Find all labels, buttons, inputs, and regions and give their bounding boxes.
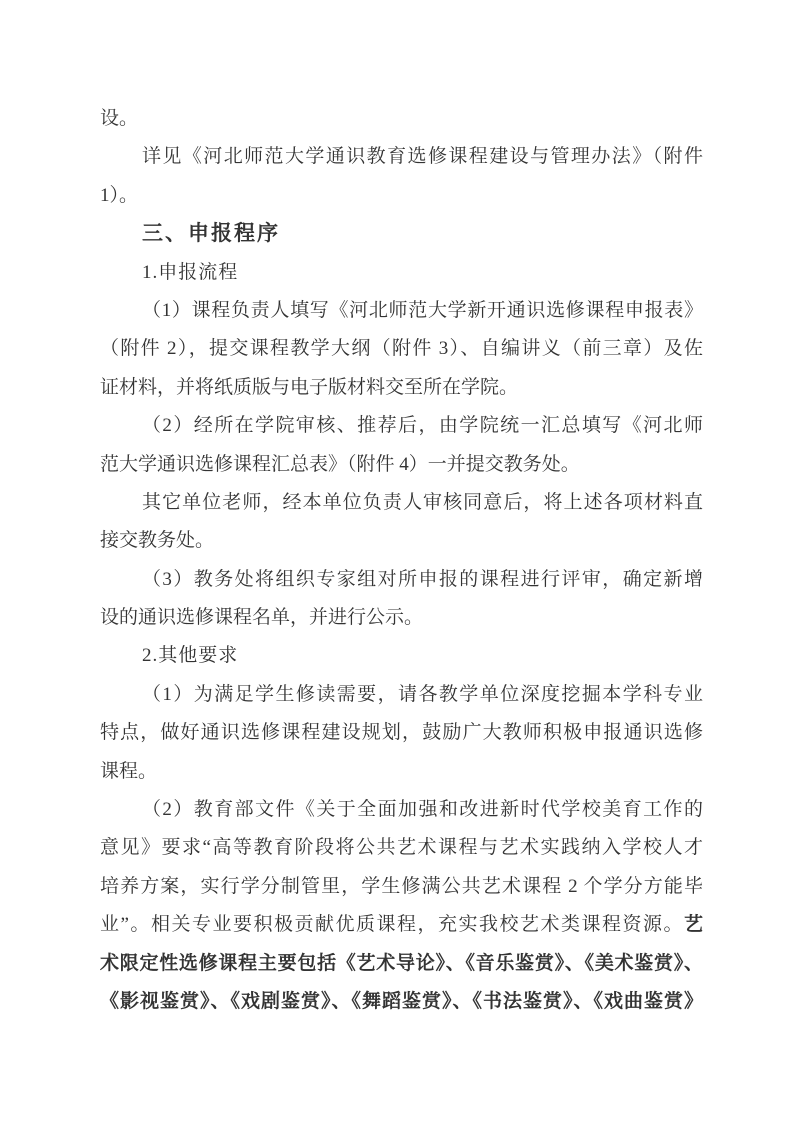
text-run: （3）教务处将组织专家组对所申报的课程进行评审，确定新增	[142, 568, 703, 590]
text-run: 设。	[100, 108, 139, 129]
bold-text-run: 艺	[683, 914, 703, 936]
text-run: 《影视鉴赏》、《戏剧鉴赏》、《舞蹈鉴赏》、《书法鉴赏》、《戏曲鉴赏》	[100, 990, 703, 1012]
text-run: 设的通识选修课程名单，并进行公示。	[100, 607, 424, 629]
text-run: 课程。	[100, 760, 158, 782]
body-line	[100, 484, 703, 522]
document-body	[100, 100, 703, 1021]
section-heading	[100, 215, 703, 253]
body-line	[100, 522, 703, 560]
body-line	[100, 829, 703, 867]
text-run: （1）为满足学生修读需要，请各教学单位深度挖掘本学科专业	[142, 683, 703, 705]
text-run: 术限定性选修课程主要包括《艺术导论》、《音乐鉴赏》、《美术鉴赏》、	[100, 952, 703, 974]
body-line-bold	[100, 945, 703, 983]
text-run: 证材料，并将纸质版与电子版材料交至所在学院。	[100, 376, 519, 398]
text-run: 1）。	[100, 184, 139, 206]
text-run: 其它单位老师，经本单位负责人审核同意后，将上述各项材料直	[142, 491, 703, 513]
body-line	[100, 446, 703, 484]
body-line	[100, 868, 703, 906]
body-line-bold	[100, 983, 703, 1021]
text-run: 接交教务处。	[100, 530, 215, 552]
subheading-other-requirements	[100, 637, 703, 675]
text-run: 2.其他要求	[142, 645, 239, 667]
body-line-mixed-bold	[100, 906, 703, 944]
body-line	[100, 599, 703, 637]
text-run: 特点，做好通识选修课程建设规划，鼓励广大教师积极申报通识选修	[100, 722, 703, 744]
body-line	[100, 177, 703, 215]
body-line	[100, 714, 703, 752]
body-line	[100, 407, 703, 445]
text-run: （2）经所在学院审核、推荐后，由学院统一汇总填写《河北师	[142, 415, 703, 437]
body-line	[100, 292, 703, 330]
text-run: 三、申报程序	[142, 222, 280, 246]
text-run: 业”。相关专业要积极贡献优质课程，充实我校艺术类课程资源。	[100, 914, 684, 936]
text-run: 范大学通识选修课程汇总表》（附件 4）一并提交教务处。	[100, 453, 580, 475]
text-run: 1.申报流程	[142, 261, 239, 283]
text-run: 培养方案，实行学分制管里，学生修满公共艺术课程 2 个学分方能毕	[100, 875, 703, 897]
body-line	[100, 561, 703, 599]
body-line	[100, 791, 703, 829]
body-line	[100, 369, 703, 407]
text-run: 意见》要求“高等教育阶段将公共艺术课程与艺术实践纳入学校人才	[100, 837, 703, 859]
text-run: （2）教育部文件《关于全面加强和改进新时代学校美育工作的	[142, 799, 703, 821]
text-run: （附件 2），提交课程教学大纲（附件 3）、自编讲义（前三章）及佐	[100, 338, 703, 360]
body-line	[100, 753, 703, 791]
text-run: （1）课程负责人填写《河北师范大学新开通识选修课程申报表》	[142, 299, 703, 321]
body-line	[100, 138, 703, 176]
text-run: 详见《河北师范大学通识教育选修课程建设与管理办法》（附件	[142, 146, 703, 168]
body-line	[100, 330, 703, 368]
body-line	[100, 100, 703, 138]
subheading-application-process	[100, 254, 703, 292]
body-line	[100, 676, 703, 714]
